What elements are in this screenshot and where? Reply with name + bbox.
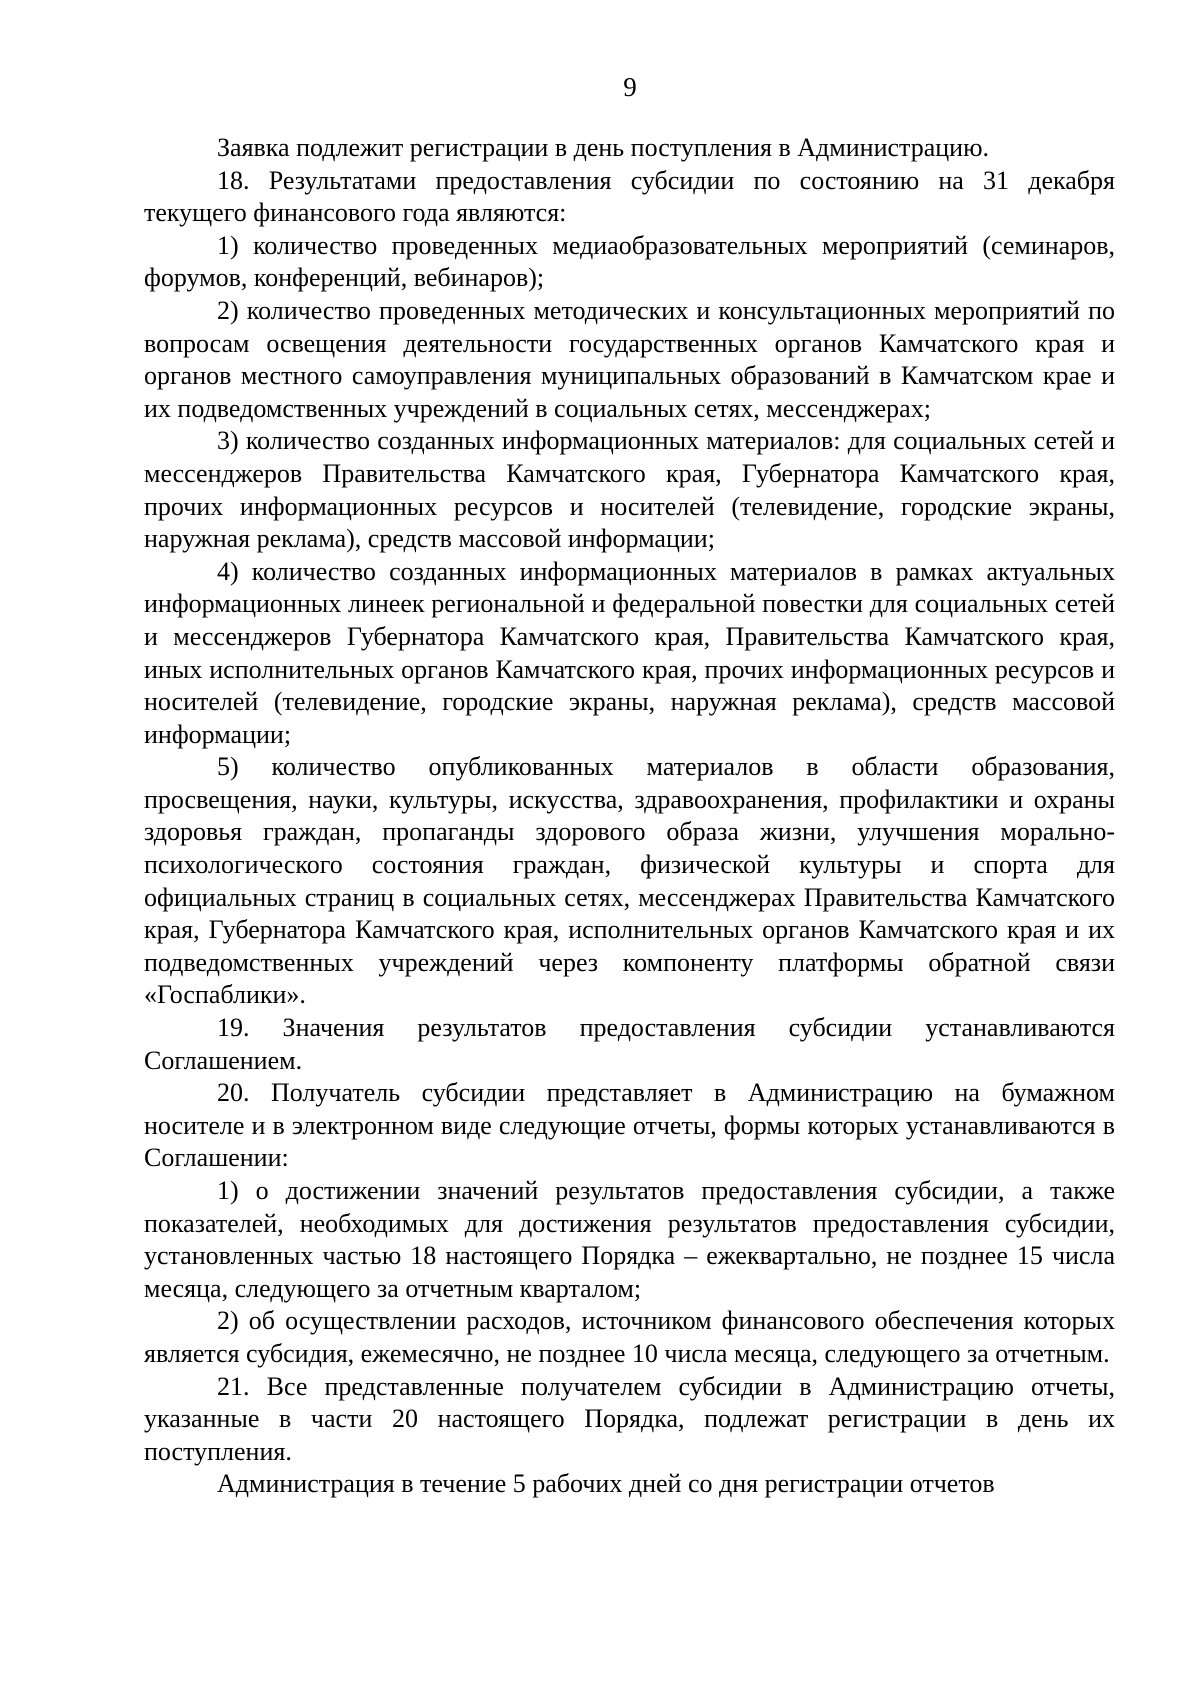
paragraph-19-values: 19. Значения результатов предоставления субсидии устанавливаются Соглашением. [144, 1013, 1115, 1075]
paragraph-18-item-2: 2) количество проведенных методических и консультационных мероприятий по вопросам освещения деятельности государственных органов Камчатского края и органов местного самоуправления муниципальных образований в Камчатском крае и их подведомственных учреждений в социальных сетях, мессенджерах; [144, 295, 1115, 423]
paragraph-20-item-2: 2) об осуществлении расходов, источником финансового обеспечения которых является субсидия, ежемесячно, не позднее 10 числа месяца, следующего за отчетным. [144, 1306, 1115, 1368]
paragraph-18-item-5: 5) количество опубликованных материалов в области образования, просвещения, науки, культуры, искусства, здравоохранения, профилактики и охраны здоровья граждан, пропаганды здорового образа жизни, улучшения морально-психологического состояния граждан, физической культуры и спорта для официальных страниц в социальных сетях, мессенджерах Правительства Камчатского края, Губернатора Камчатского края, исполнительных органов Камчатского края и их подведомственных учреждений через компоненту платформы обратной связи «Госпаблики». [144, 752, 1115, 1010]
paragraph-20-reports: 20. Получатель субсидии представляет в Администрацию на бумажном носителе и в электронном виде следующие отчеты, формы которых устанавливаются в Соглашении: [144, 1078, 1115, 1173]
paragraph-18-results: 18. Результатами предоставления субсидии по состоянию на 31 декабря текущего финансового года являются: [144, 165, 1115, 228]
paragraph-18-item-4: 4) количество созданных информационных материалов в рамках актуальных информационных линеек региональной и федеральной повестки для социальных сетей и мессенджеров Губернатора Камчатского края, Правительства Камчатского края, иных исполнительных органов Камчатского края, прочих информационных ресурсов и носителей (телевидение, городские экраны, наружная реклама), средств массовой информации; [144, 556, 1115, 749]
paragraph-18-item-3: 3) количество созданных информационных материалов: для социальных сетей и мессенджеров Правительства Камчатского края, Губернатора Камчатского края, прочих информационных ресурсов и носителей (телевидение, городские экраны, наружная реклама), средств массовой информации; [144, 426, 1115, 554]
page-number: 9 [623, 72, 637, 102]
document-body [144, 132, 1115, 1501]
paragraph-21-registration: 21. Все представленные получателем субсидии в Администрацию отчеты, указанные в части 20 настоящего Порядка, подлежат регистрации в день их поступления. [144, 1371, 1115, 1466]
paragraph-20-item-1: 1) о достижении значений результатов предоставления субсидии, а также показателей, необходимых для достижения результатов предоставления субсидии, установленных частью 18 настоящего Порядка – ежеквартально, не позднее 15 числа месяца, следующего за отчетным кварталом; [144, 1176, 1115, 1303]
paragraph-application-registration: Заявка подлежит регистрации в день поступления в Администрацию. [217, 133, 989, 162]
paragraph-administration-review: Администрация в течение 5 рабочих дней со дня регистрации отчетов [217, 1469, 995, 1499]
paragraph-18-item-1: 1) количество проведенных медиаобразовательных мероприятий (семинаров, форумов, конференций, вебинаров); [144, 230, 1115, 293]
